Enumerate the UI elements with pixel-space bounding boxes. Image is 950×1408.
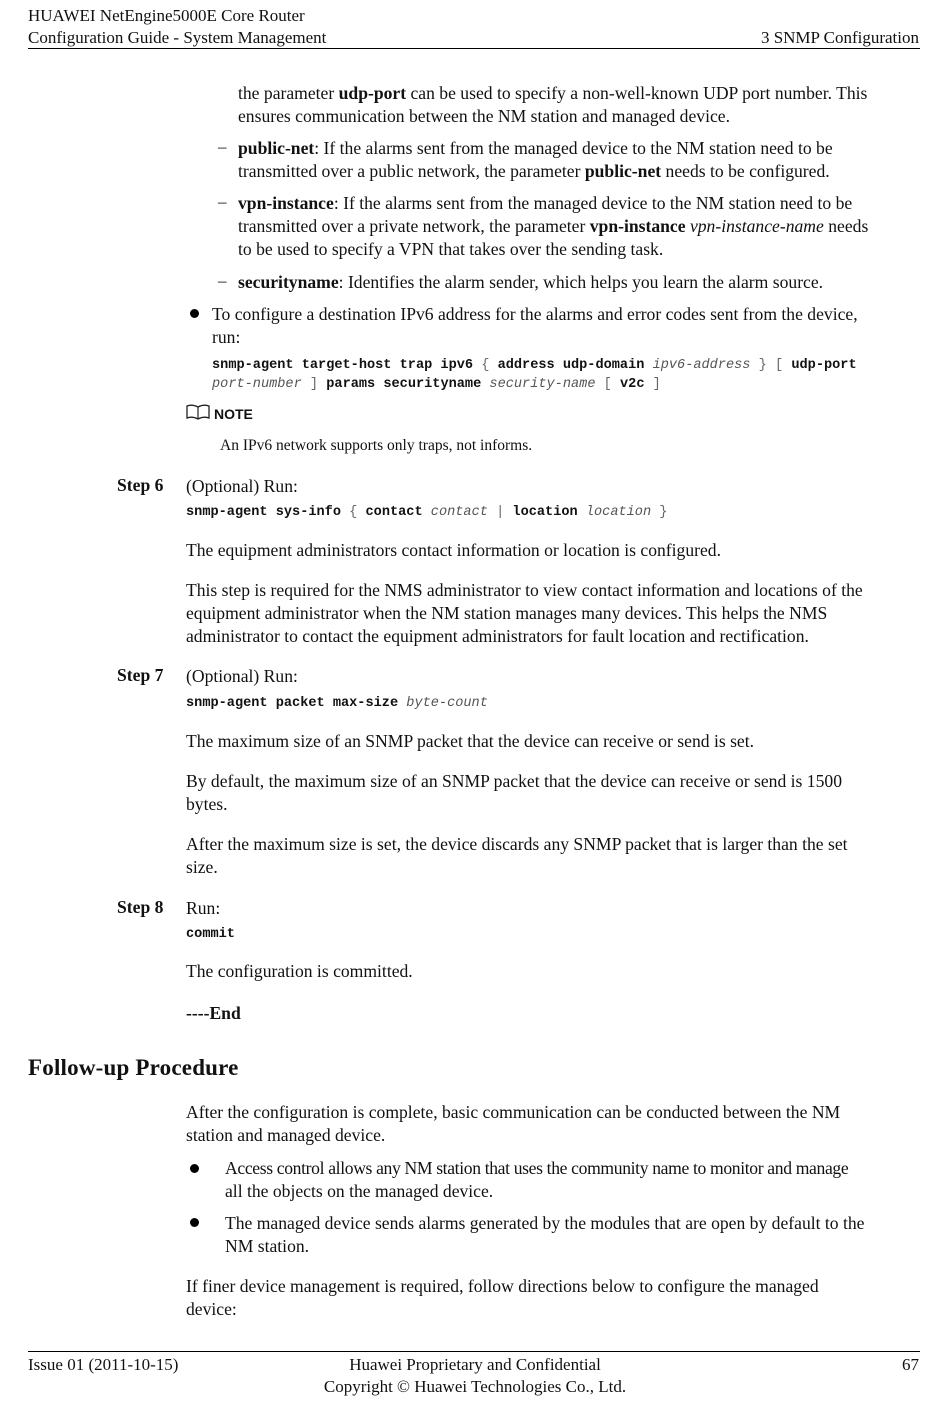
step-8-command: commit <box>186 927 235 942</box>
header-rule <box>28 48 920 49</box>
step-8-label: Step 8 <box>117 897 164 917</box>
ipv6-bullet-line-2: run: <box>212 327 241 347</box>
page-number: 67 <box>902 1355 919 1374</box>
public-net-line-2: transmitted over a public network, the parameter public-net needs to be configured. <box>238 161 830 181</box>
continuation-line-2: ensures communication between the NM station and managed device. <box>238 106 730 126</box>
footer-copyright: Copyright © Huawei Technologies Co., Ltd. <box>323 1377 627 1396</box>
ipv6-command-line-2: port-number ] params securityname security-name [ v2c ] <box>212 377 661 392</box>
followup-bullet-1-line-2: all the objects on the managed device. <box>225 1181 494 1201</box>
header-guide: Configuration Guide - System Management <box>28 28 327 47</box>
followup-bullet-2-line-1: The managed device sends alarms generated by the modules that are open by default to the <box>225 1213 865 1233</box>
vpn-instance-line-2: transmitted over a private network, the parameter vpn-instance vpn-instance-name needs <box>238 216 869 236</box>
step-6-desc-line-3: administrator to contact the equipment administrators for fault location and rectification. <box>186 626 809 646</box>
step-8-title: Run: <box>186 898 221 918</box>
step-6-desc-line-1: This step is required for the NMS administrator to view contact information and locations of the <box>186 580 863 600</box>
followup-intro-line-2: station and managed device. <box>186 1125 386 1145</box>
step-6-desc-line-2: equipment administrator when the NM station manages many devices. This helps the NMS <box>186 603 828 623</box>
followup-intro-line-1: After the configuration is complete, basic communication can be conducted between the NM <box>186 1102 841 1122</box>
dash-marker: – <box>218 192 227 211</box>
ipv6-command-line-1: snmp-agent target-host trap ipv6 { address udp-domain ipv6-address } [ udp-port <box>212 358 857 373</box>
bullet-dot <box>190 309 199 318</box>
end-marker: ----End <box>186 1003 241 1023</box>
dash-marker: – <box>218 137 227 156</box>
vpn-instance-line-3: to be used to specify a VPN that takes over the sending task. <box>238 239 664 259</box>
bullet-dot <box>190 1164 199 1173</box>
step-7-discard-line-1: After the maximum size is set, the device discards any SNMP packet that is larger than the set <box>186 834 848 854</box>
ipv6-bullet-line-1: To configure a destination IPv6 address for the alarms and error codes sent from the device, <box>212 304 858 324</box>
step-7-command: snmp-agent packet max-size byte-count <box>186 696 488 711</box>
step-7-label: Step 7 <box>117 665 164 685</box>
header-product: HUAWEI NetEngine5000E Core Router <box>28 6 305 25</box>
footer-proprietary: Huawei Proprietary and Confidential <box>349 1355 601 1374</box>
public-net-line-1: public-net: If the alarms sent from the managed device to the NM station need to be <box>238 138 833 158</box>
bullet-dot <box>190 1218 199 1227</box>
continuation-line-1: the parameter udp-port can be used to specify a non-well-known UDP port number. This <box>238 83 868 103</box>
note-text: An IPv6 network supports only traps, not informs. <box>220 437 533 454</box>
followup-finer-line-2: device: <box>186 1299 237 1319</box>
step-6-title: (Optional) Run: <box>186 476 298 496</box>
step-7-discard-line-2: size. <box>186 857 218 877</box>
header-chapter: 3 SNMP Configuration <box>760 28 919 47</box>
securityname-line: securityname: Identifies the alarm sender, which helps you learn the alarm source. <box>238 272 824 292</box>
step-8-result: The configuration is committed. <box>186 961 413 981</box>
step-7-title: (Optional) Run: <box>186 666 298 686</box>
footer-rule <box>28 1351 920 1352</box>
section-heading: Follow-up Procedure <box>28 1055 239 1080</box>
vpn-instance-line-1: vpn-instance: If the alarms sent from the managed device to the NM station need to be <box>238 193 853 213</box>
step-7-result: The maximum size of an SNMP packet that the device can receive or send is set. <box>186 731 755 751</box>
step-6-command: snmp-agent sys-info { contact contact | location location } <box>186 505 668 520</box>
step-7-default-line-1: By default, the maximum size of an SNMP packet that the device can receive or send is 1500 <box>186 771 842 791</box>
step-7-default-line-2: bytes. <box>186 794 228 814</box>
followup-bullet-2-line-2: NM station. <box>225 1236 310 1256</box>
note-label: NOTE <box>214 406 253 422</box>
followup-bullet-1-line-1: Access control allows any NM station that uses the community name to monitor and manage <box>225 1158 849 1178</box>
step-6-result: The equipment administrators contact information or location is configured. <box>186 540 721 560</box>
step-6-label: Step 6 <box>117 475 164 495</box>
book-icon <box>186 404 210 420</box>
dash-marker: – <box>218 271 227 290</box>
followup-finer-line-1: If finer device management is required, follow directions below to configure the managed <box>186 1276 819 1296</box>
footer-issue: Issue 01 (2011-10-15) <box>28 1355 179 1374</box>
